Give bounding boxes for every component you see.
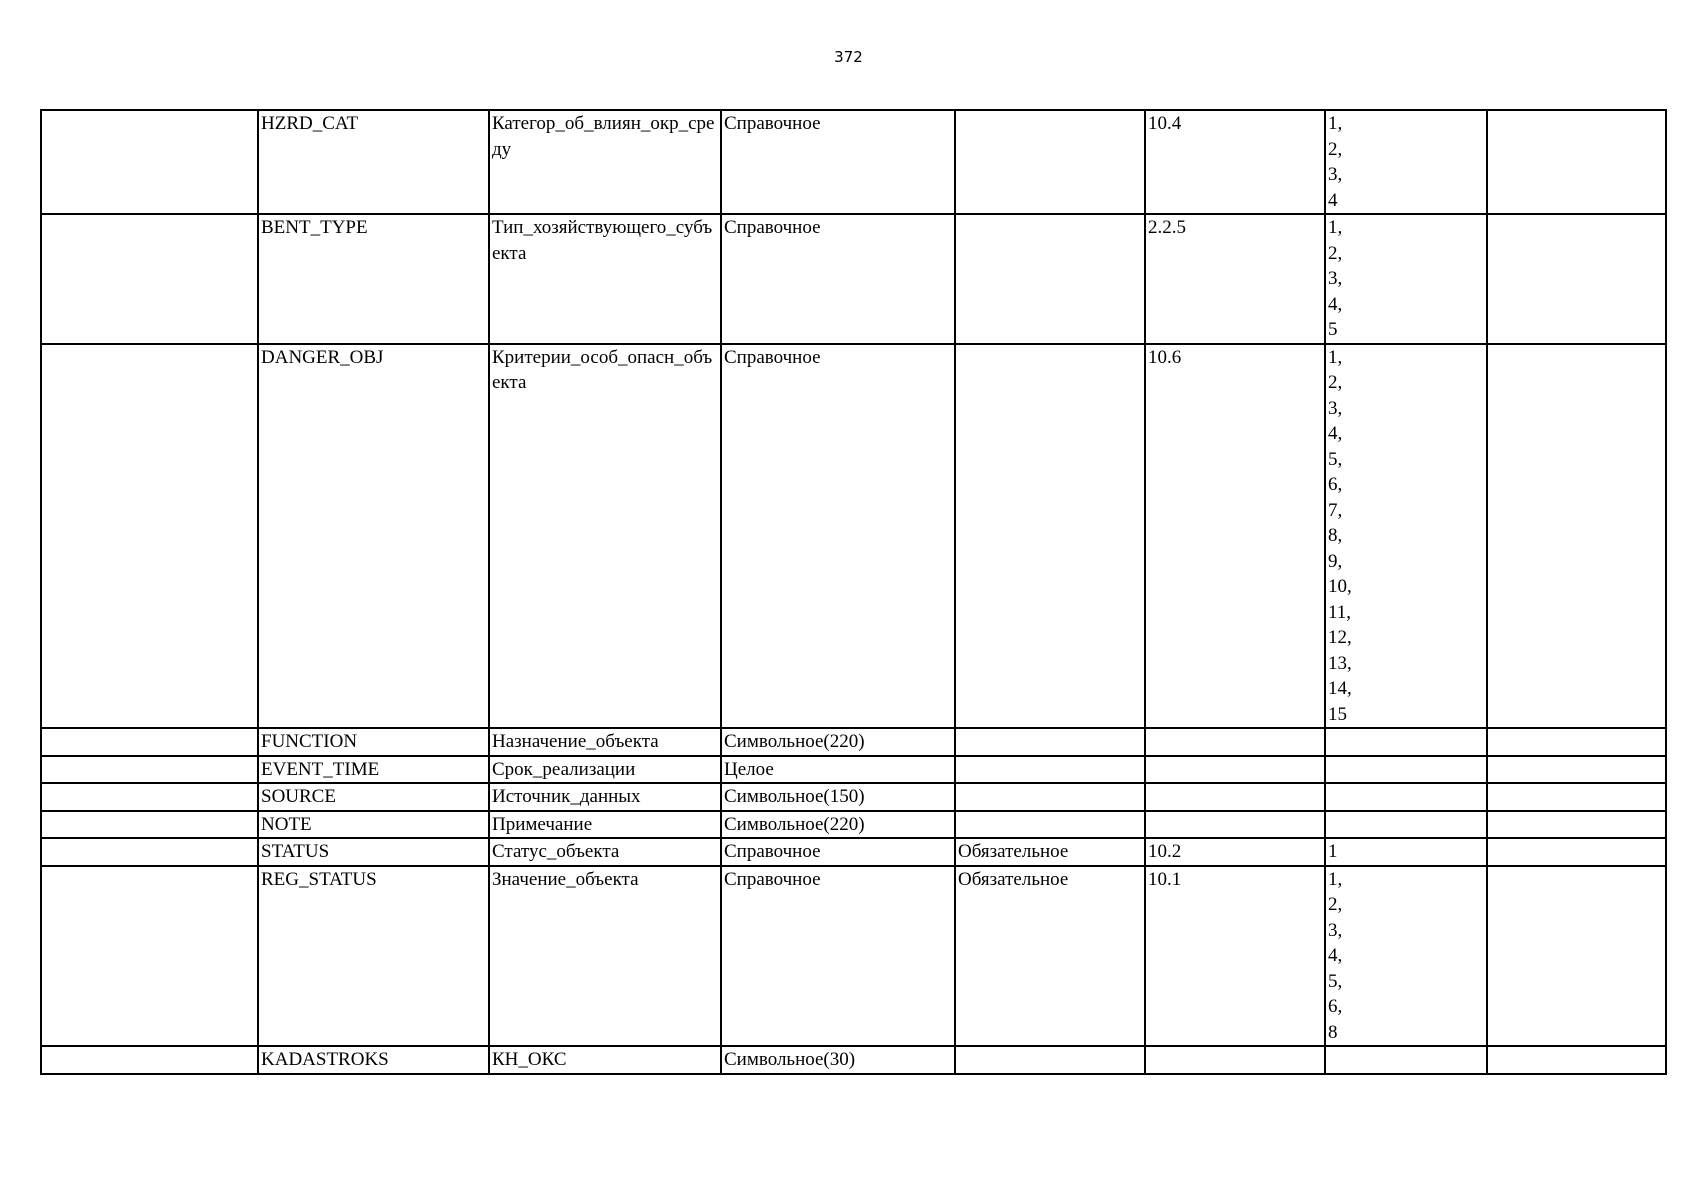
- allowed-value: 1,: [1328, 217, 1343, 238]
- attribute-table: [40, 109, 1667, 1075]
- type-cell: Справочное: [721, 866, 955, 1047]
- type-cell: Справочное: [721, 214, 955, 344]
- group-cell: [41, 1046, 258, 1074]
- note-cell: [1487, 214, 1666, 344]
- allowed-value: 11,: [1328, 601, 1352, 623]
- code-cell: HZRD_CAT: [258, 110, 489, 214]
- page-number: 372: [834, 48, 863, 66]
- note-cell: [1487, 344, 1666, 729]
- allowed-values-cell: [1325, 783, 1487, 811]
- note-cell: [1487, 866, 1666, 1047]
- code-cell: REG_STATUS: [258, 866, 489, 1047]
- allowed-value: 4: [1328, 189, 1338, 211]
- allowed-value: 3,: [1328, 164, 1343, 185]
- ref-cell: [1145, 756, 1325, 784]
- code-cell: STATUS: [258, 838, 489, 866]
- table-row: [41, 783, 1666, 811]
- required-cell: Обязательное: [955, 866, 1145, 1047]
- name-cell: Категор_об_влиян_окр_среду: [489, 110, 721, 214]
- allowed-values-cell: [1325, 811, 1487, 839]
- allowed-value: 1,: [1328, 868, 1343, 890]
- allowed-value: 8,: [1328, 525, 1343, 546]
- allowed-value: 2,: [1328, 372, 1343, 393]
- allowed-value: 12,: [1328, 627, 1352, 648]
- allowed-value: 7,: [1328, 499, 1343, 521]
- allowed-value: 13,: [1328, 652, 1352, 674]
- allowed-value: 9,: [1328, 550, 1343, 572]
- name-cell: Назначение_объекта: [489, 728, 721, 756]
- group-cell: [41, 783, 258, 811]
- type-cell: Символьное(150): [721, 783, 955, 811]
- allowed-value: 5: [1328, 319, 1338, 340]
- code-cell: KADASTROKS: [258, 1046, 489, 1074]
- required-cell: [955, 344, 1145, 729]
- note-cell: [1487, 783, 1666, 811]
- table-row: [41, 728, 1666, 756]
- allowed-values-cell: [1325, 110, 1487, 214]
- ref-cell: 10.6: [1145, 344, 1325, 729]
- code-cell: DANGER_OBJ: [258, 344, 489, 729]
- allowed-value: 4,: [1328, 423, 1343, 444]
- note-cell: [1487, 110, 1666, 214]
- allowed-values-cell: [1325, 838, 1487, 866]
- name-cell: КН_ОКС: [489, 1046, 721, 1074]
- name-cell: Статус_объекта: [489, 838, 721, 866]
- code-cell: EVENT_TIME: [258, 756, 489, 784]
- note-cell: [1487, 811, 1666, 839]
- table-row: [41, 838, 1666, 866]
- note-cell: [1487, 728, 1666, 756]
- allowed-value: 1: [1328, 841, 1338, 862]
- group-cell: [41, 866, 258, 1047]
- code-cell: NOTE: [258, 811, 489, 839]
- allowed-value: 2,: [1328, 894, 1343, 915]
- allowed-values-cell: [1325, 214, 1487, 344]
- note-cell: [1487, 756, 1666, 784]
- required-cell: [955, 110, 1145, 214]
- type-cell: Справочное: [721, 344, 955, 729]
- group-cell: [41, 110, 258, 214]
- code-cell: SOURCE: [258, 783, 489, 811]
- name-cell: Тип_хозяйствующего_субъекта: [489, 214, 721, 344]
- allowed-value: 4,: [1328, 293, 1343, 315]
- ref-cell: 10.4: [1145, 110, 1325, 214]
- group-cell: [41, 728, 258, 756]
- name-cell: Значение_объекта: [489, 866, 721, 1047]
- table-row: [41, 811, 1666, 839]
- type-cell: Справочное: [721, 838, 955, 866]
- note-cell: [1487, 838, 1666, 866]
- table-row: [41, 344, 1666, 729]
- ref-cell: 10.1: [1145, 866, 1325, 1047]
- ref-cell: [1145, 783, 1325, 811]
- group-cell: [41, 344, 258, 729]
- group-cell: [41, 214, 258, 344]
- allowed-value: 1,: [1328, 113, 1343, 134]
- type-cell: Справочное: [721, 110, 955, 214]
- type-cell: Целое: [721, 756, 955, 784]
- required-cell: [955, 728, 1145, 756]
- name-cell: Срок_реализации: [489, 756, 721, 784]
- required-cell: [955, 756, 1145, 784]
- allowed-value: 10,: [1328, 576, 1352, 597]
- allowed-value: 1,: [1328, 346, 1343, 368]
- allowed-value: 5,: [1328, 970, 1343, 992]
- allowed-values-cell: [1325, 1046, 1487, 1074]
- ref-cell: [1145, 811, 1325, 839]
- required-cell: [955, 1046, 1145, 1074]
- name-cell: Примечание: [489, 811, 721, 839]
- allowed-value: 8: [1328, 1021, 1338, 1043]
- allowed-value: 15: [1328, 703, 1347, 725]
- allowed-value: 6,: [1328, 996, 1343, 1017]
- allowed-value: 3,: [1328, 397, 1343, 419]
- name-cell: Источник_данных: [489, 783, 721, 811]
- required-cell: [955, 783, 1145, 811]
- allowed-value: 5,: [1328, 448, 1343, 470]
- type-cell: Символьное(30): [721, 1046, 955, 1074]
- allowed-values-cell: [1325, 756, 1487, 784]
- group-cell: [41, 838, 258, 866]
- table-body: [41, 110, 1666, 1074]
- allowed-value: 3,: [1328, 919, 1343, 941]
- table-row: [41, 866, 1666, 1047]
- allowed-values-cell: [1325, 344, 1487, 729]
- allowed-value: 2,: [1328, 138, 1343, 160]
- group-cell: [41, 756, 258, 784]
- ref-cell: 10.2: [1145, 838, 1325, 866]
- allowed-value: 3,: [1328, 268, 1343, 289]
- required-cell: Обязательное: [955, 838, 1145, 866]
- code-cell: BENT_TYPE: [258, 214, 489, 344]
- name-cell: Критерии_особ_опасн_объекта: [489, 344, 721, 729]
- table-row: [41, 756, 1666, 784]
- group-cell: [41, 811, 258, 839]
- ref-cell: 2.2.5: [1145, 214, 1325, 344]
- code-cell: FUNCTION: [258, 728, 489, 756]
- allowed-value: 2,: [1328, 242, 1343, 264]
- allowed-value: 4,: [1328, 945, 1343, 966]
- table-row: [41, 214, 1666, 344]
- type-cell: Символьное(220): [721, 811, 955, 839]
- required-cell: [955, 811, 1145, 839]
- allowed-values-cell: [1325, 866, 1487, 1047]
- table-row: [41, 110, 1666, 214]
- allowed-values-cell: [1325, 728, 1487, 756]
- allowed-value: 14,: [1328, 678, 1352, 699]
- allowed-value: 6,: [1328, 474, 1343, 495]
- required-cell: [955, 214, 1145, 344]
- table-row: [41, 1046, 1666, 1074]
- ref-cell: [1145, 728, 1325, 756]
- type-cell: Символьное(220): [721, 728, 955, 756]
- note-cell: [1487, 1046, 1666, 1074]
- ref-cell: [1145, 1046, 1325, 1074]
